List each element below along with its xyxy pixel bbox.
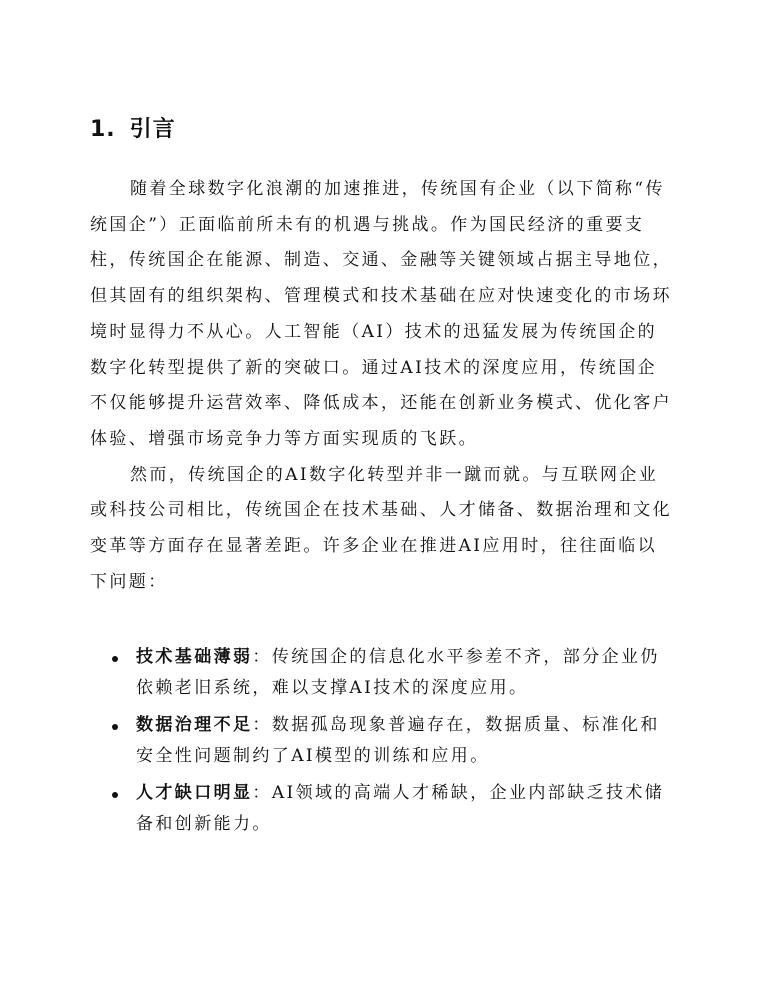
paragraph-challenges: 然而，传统国企的AI数字化转型并非一蹴而就。与互联网企业或科技公司相比，传统国企在技术基础、人才储备、数据治理和文化变革等方面存在显著差距。许多企业在推进AI应用时，往往面临以下问题：	[90, 464, 672, 592]
problem-list	[90, 642, 665, 846]
bullet-icon	[112, 724, 118, 730]
body-text	[90, 172, 672, 600]
bullet-icon	[112, 656, 118, 662]
bullet-icon	[112, 792, 118, 798]
list-item-separator: ：	[252, 715, 272, 735]
paragraph-intro: 随着全球数字化浪潮的加速推进，传统国有企业（以下简称“传统国企”）正面临前所未有的机遇与挑战。作为国民经济的重要支柱，传统国企在能源、制造、交通、金融等关键领域占据主导地位，但其固有的组织架构、管理模式和技术基础在应对快速变化的市场环境时显得力不从心。人工智能（AI）技术的迅猛发展为传统国企的数字化转型提供了新的突破口。通过AI技术的深度应用，传统国企不仅能够提升运营效率、降低成本，还能在创新业务模式、优化客户体验、增强市场竞争力等方面实现质的飞跃。	[90, 179, 672, 449]
list-item	[90, 710, 665, 772]
section-number: 1.	[90, 117, 116, 142]
list-item-separator: ：	[252, 647, 272, 667]
list-item	[90, 642, 665, 704]
section-heading	[90, 112, 176, 143]
list-item-separator: ：	[252, 783, 272, 803]
list-item-term: 人才缺口明显	[136, 783, 253, 803]
list-item-text: AI领域的高端人才稀缺，企业内部缺乏技术储备和创新能力。	[136, 783, 665, 834]
section-title: 引言	[129, 117, 176, 142]
list-item-term: 技术基础薄弱	[136, 647, 253, 667]
list-item-term: 数据治理不足	[136, 715, 253, 735]
list-item-text: 数据孤岛现象普遍存在，数据质量、标准化和安全性问题制约了AI模型的训练和应用。	[136, 715, 660, 766]
list-item	[90, 778, 665, 840]
list-item-text: 传统国企的信息化水平参差不齐，部分企业仍依赖老旧系统，难以支撑AI技术的深度应用。	[136, 647, 660, 698]
